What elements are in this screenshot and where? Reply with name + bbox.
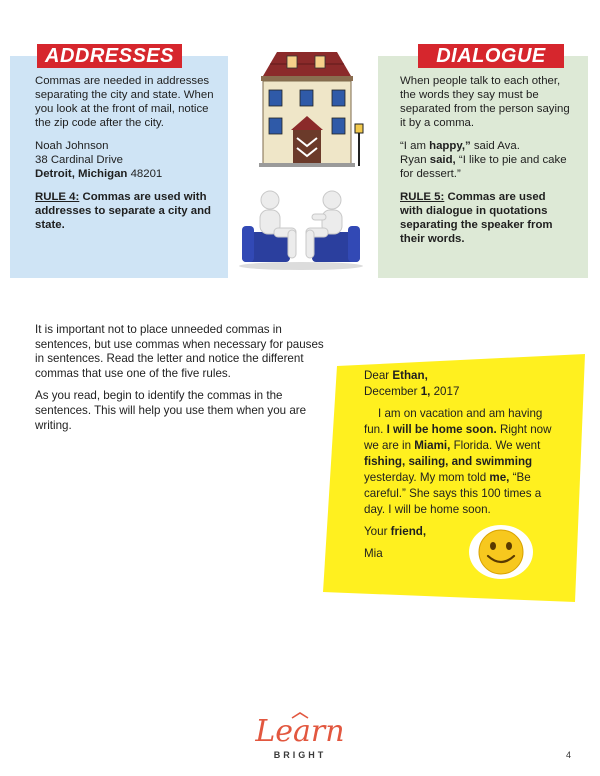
dialogue-quote1 <box>400 139 570 153</box>
quote1-bold: happy,” <box>429 140 471 152</box>
address-name: Noah Johnson <box>35 140 109 152</box>
learn-bright-logo <box>250 712 350 764</box>
dialogue-rule <box>400 190 570 246</box>
letter-s9: “Be careful.” She says this 100 times a day. I will be home soon. <box>364 471 542 516</box>
letter-s2: I will be home soon. <box>386 423 497 436</box>
letter-s5: Florida. We went <box>450 439 541 452</box>
quote2-end: “I like to pie and cake for dessert.” <box>400 154 567 180</box>
letter-content <box>364 368 564 562</box>
letter-s4: Miami, <box>414 439 451 452</box>
address-city-state: Detroit, Michigan <box>35 168 128 180</box>
letter-body <box>364 406 564 518</box>
page-number: 4 <box>566 750 572 760</box>
letter-s1: I am on vacation and am having fun. <box>364 407 543 436</box>
address-city-line <box>35 167 215 181</box>
dialogue-banner: DIALOGUE <box>418 44 564 68</box>
letter-s7: yesterday. My mom told <box>364 471 490 484</box>
dialogue-quote2 <box>400 153 570 181</box>
house-illustration <box>255 46 365 168</box>
closing-bold: friend, <box>390 525 427 538</box>
rule4-text: Commas are used with addresses to separate a city and state. <box>35 191 212 231</box>
letter-greeting <box>364 368 564 384</box>
address-zip: 48201 <box>130 168 163 180</box>
addresses-intro: Commas are needed in addresses separating the city and state. When you look at the front of mail, notice the zip code after the city. <box>35 75 214 129</box>
date-day: 1, <box>420 385 431 398</box>
logo-word: Learn <box>255 714 345 749</box>
letter-s3: Right now we are in <box>364 423 552 452</box>
quote1-end: said Ava. <box>470 140 520 152</box>
dialogue-intro: When people talk to each other, the words they say must be separated from the person saying it by a comma. <box>400 75 570 129</box>
quote2-start: Ryan <box>400 154 430 166</box>
body-paragraph-2: As you read, begin to identify the commas in the sentences. This will help you use them when you are writing. <box>35 389 307 432</box>
letter-closing <box>364 524 564 540</box>
addresses-rule <box>35 190 215 232</box>
rule5-text: Commas are used with dialogue in quotations separating the speaker from their words. <box>400 191 553 245</box>
greeting-name: Ethan, <box>392 369 428 382</box>
rule4-label: RULE 4: <box>35 191 80 203</box>
dialogue-content <box>400 74 570 246</box>
closing-word: Your <box>364 525 391 538</box>
letter-date <box>364 384 564 400</box>
body-text <box>35 323 330 433</box>
addresses-content <box>35 74 215 232</box>
body-paragraph-1: It is important not to place unneeded commas in sentences, but use commas when necessary for pauses in sentences. Read the letter and notice the different commas that use one of the five rules. <box>35 323 324 380</box>
address-street: 38 Cardinal Drive <box>35 154 123 166</box>
letter-s6: fishing, sailing, and swimming <box>364 455 533 468</box>
smiley-face-icon <box>468 524 534 580</box>
people-talking-illustration <box>236 188 366 270</box>
addresses-banner: ADDRESSES <box>37 44 182 68</box>
letter-s8: me, <box>489 471 510 484</box>
date-month: December <box>364 385 421 398</box>
letter-signature: Mia <box>364 547 383 560</box>
greeting-word: Dear <box>364 369 393 382</box>
quote1-open: “I am <box>400 140 430 152</box>
quote2-bold: said, <box>429 154 456 166</box>
rule5-label: RULE 5: <box>400 191 445 203</box>
logo-subtext: BRIGHT <box>273 750 327 760</box>
date-year: 2017 <box>430 385 460 398</box>
